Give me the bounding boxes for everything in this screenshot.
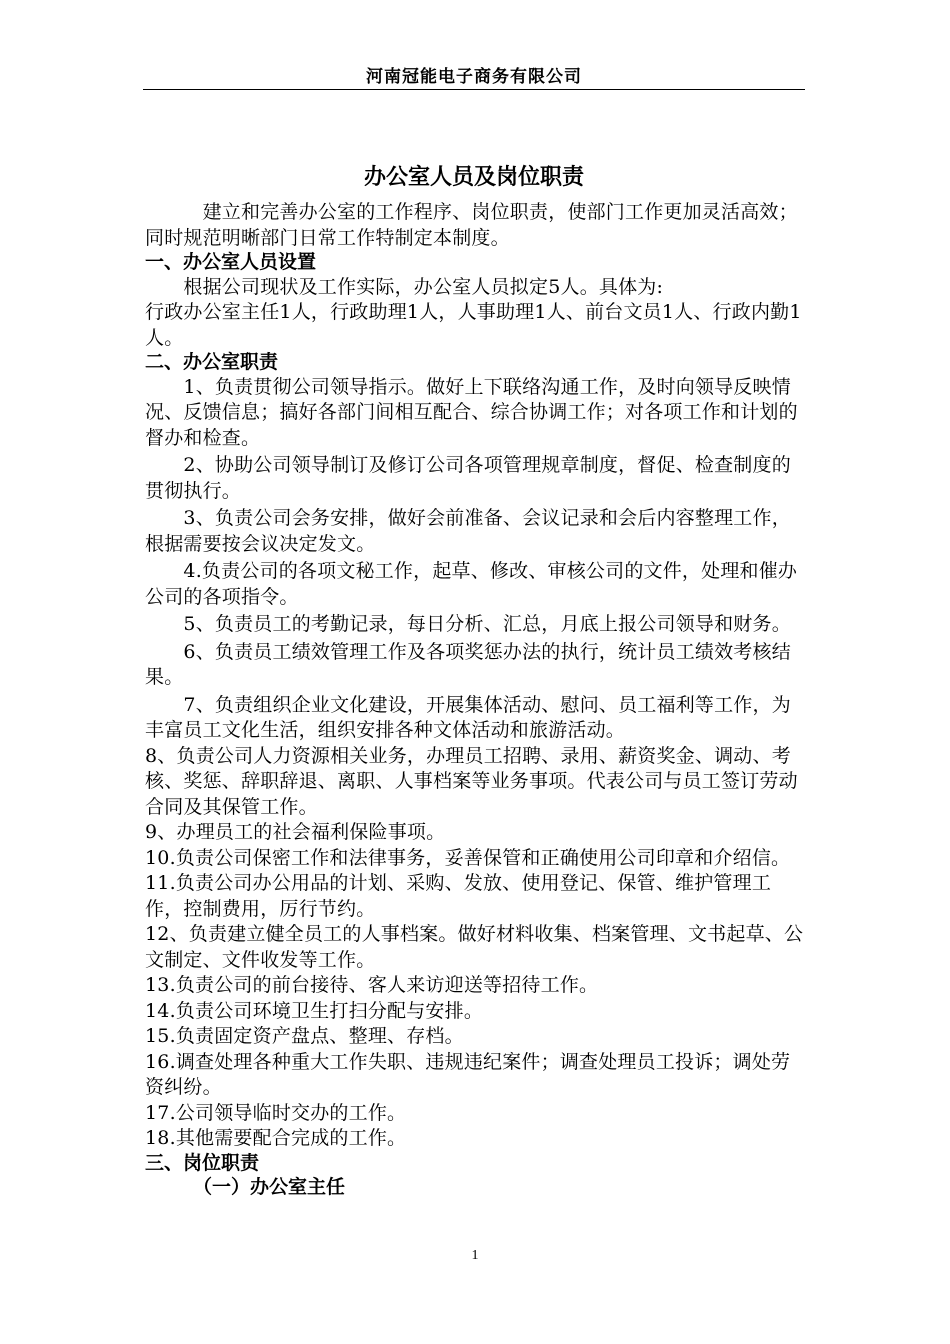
personnel-line-1: 根据公司现状及工作实际，办公室人员拟定5人。具体为: — [145, 275, 664, 298]
duty-item: 2、协助公司领导制订及修订公司各项管理规章制度，督促、检查制度的贯彻执行。 — [145, 454, 791, 502]
duty-item: 13.负责公司的前台接待、客人来访迎送等招待工作。 — [145, 974, 599, 996]
duty-item: 12、负责建立健全员工的人事档案。做好材料收集、档案管理、文书起草、公文制定、文件收发等工作。 — [145, 923, 804, 971]
personnel-line-2: 行政办公室主任1人，行政助理1人，人事助理1人、前台文员1人、行政内勤1人。 — [145, 301, 802, 349]
duty-item: 9、办理员工的社会福利保险事项。 — [145, 821, 446, 843]
intro-paragraph: 建立和完善办公室的工作程序、岗位职责，使部门工作更加灵活高效；同时规范明晰部门日常工作特制定本制度。 — [145, 201, 798, 249]
duty-item: 6、负责员工绩效管理工作及各项奖惩办法的执行，统计员工绩效考核结果。 — [145, 640, 791, 688]
duty-item: 4.负责公司的各项文秘工作，起草、修改、审核公司的文件，处理和催办公司的各项指令。 — [145, 560, 798, 608]
duty-item: 8、负责公司人力资源相关业务，办理员工招聘、录用、薪资奖金、调动、考核、奖惩、辞职辞退、离职、人事档案等业务事项。代表公司与员工签订劳动合同及其保管工作。 — [145, 744, 798, 818]
section-heading-personnel: 一、办公室人员设置 — [145, 251, 317, 273]
duty-item: 7、负责组织企业文化建设，开展集体活动、慰问、员工福利等工作，为丰富员工文化生活，组织安排各种文体活动和旅游活动。 — [145, 693, 791, 741]
duty-item: 17.公司领导临时交办的工作。 — [145, 1101, 407, 1124]
page-number: 1 — [471, 1248, 479, 1263]
duty-item: 3、负责公司会务安排，做好会前准备、会议记录和会后内容整理工作，根据需要按会议决定发文。 — [145, 507, 791, 555]
duty-item: 5、负责员工的考勤记录，每日分析、汇总，月底上报公司领导和财务。 — [145, 613, 791, 635]
duty-item: 14.负责公司环境卫生打扫分配与安排。 — [145, 999, 484, 1022]
duty-item: 15.负责固定资产盘点、整理、存档。 — [145, 1025, 464, 1047]
duty-item: 10.负责公司保密工作和法律事务，妥善保管和正确使用公司印章和介绍信。 — [145, 846, 791, 869]
company-header: 河南冠能电子商务有限公司 — [366, 67, 582, 87]
header-rule — [143, 89, 805, 90]
subsection-heading-director: （一）办公室主任 — [193, 1176, 346, 1198]
duty-item: 11.负责公司办公用品的计划、采购、发放、使用登记、保管、维护管理工作，控制费用，厉行节约。 — [145, 872, 772, 920]
section-heading-positions: 三、岗位职责 — [145, 1151, 260, 1174]
section-heading-duties: 二、办公室职责 — [145, 351, 279, 373]
document-body — [145, 200, 807, 1200]
duty-item: 18.其他需要配合完成的工作。 — [145, 1127, 407, 1149]
document-title: 办公室人员及岗位职责 — [363, 165, 584, 190]
duty-item: 16.调查处理各种重大工作失职、违规违纪案件；调查处理员工投诉；调处劳资纠纷。 — [145, 1050, 791, 1098]
duty-item: 1、负责贯彻公司领导指示。做好上下联络沟通工作，及时向领导反映情况、反馈信息；搞好各部门间相互配合、综合协调工作；对各项工作和计划的督办和检查。 — [145, 375, 798, 449]
